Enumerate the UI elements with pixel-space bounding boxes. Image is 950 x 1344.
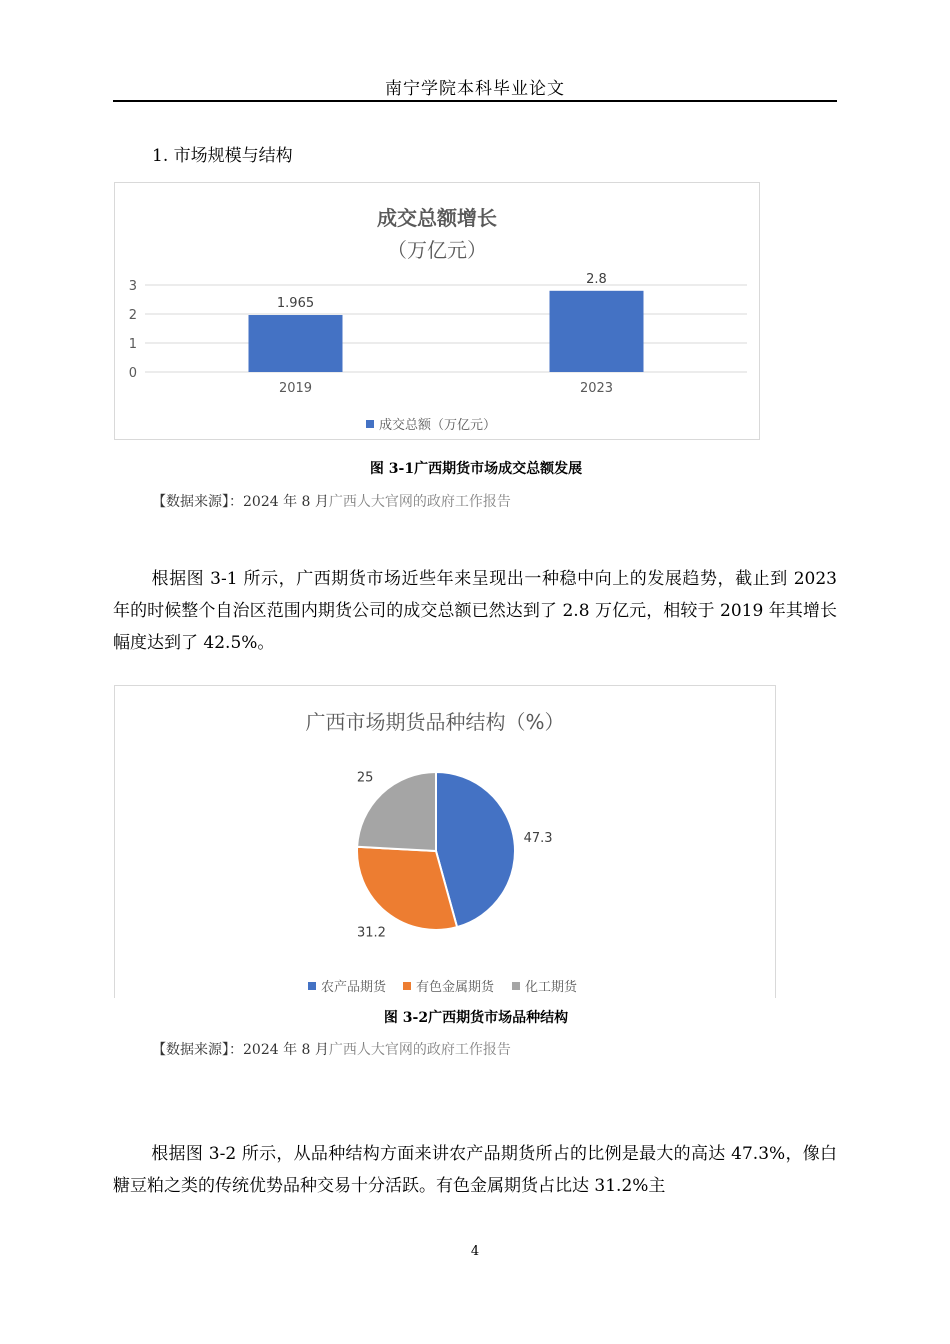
bar-chart-title: 成交总额增长 (377, 206, 497, 230)
bar (550, 291, 644, 372)
source-label: 【数据来源】：2024 年 8 月 (152, 1042, 329, 1058)
header-title: 南宁学院本科毕业论文 (385, 79, 565, 99)
legend-label: 化工期货 (525, 980, 578, 995)
pie-chart (115, 686, 775, 998)
bar-chart-y-axis (129, 279, 137, 381)
pie-value-label: 47.3 (523, 831, 553, 847)
pie-chart-slices (357, 772, 515, 930)
bar-chart-bars (249, 272, 644, 372)
x-tick-label: 2019 (278, 381, 313, 396)
y-tick-label: 2 (128, 308, 137, 323)
y-tick-label: 1 (128, 337, 137, 352)
pie-chart-frame (114, 685, 776, 998)
legend-swatch (403, 982, 411, 990)
bar-chart-x-axis (279, 381, 613, 396)
bar-value-label: 1.965 (276, 296, 315, 312)
legend-label: 农产品期货 (321, 980, 387, 995)
y-tick-label: 0 (128, 366, 137, 381)
bar-chart-grid (145, 285, 747, 372)
legend-swatch (366, 420, 374, 428)
legend-label: 有色金属期货 (416, 980, 495, 995)
header-rule (113, 100, 837, 102)
legend-swatch (308, 982, 316, 990)
pie-value-label: 25 (356, 770, 374, 786)
section-heading: 1. 市场规模与结构 (152, 146, 293, 166)
page-number: 4 (470, 1244, 480, 1259)
y-tick-label: 3 (128, 279, 137, 294)
figure-3-2-caption: 图 3-2广西期货市场品种结构 (383, 1010, 569, 1026)
paragraph-1 (113, 563, 837, 659)
paragraph-1-text: 根据图 3-1 所示，广西期货市场近些年来呈现出一种稳中向上的发展趋势，截止到 2023 年的时候整个自治区范围内期货公司的成交总额已然达到了 2.8 万亿元，相较于 2019 年其增长幅度达到了 42.5%。 (113, 569, 837, 653)
bar-chart-frame (114, 182, 760, 440)
bar-chart (115, 183, 759, 439)
source-text: 广西人大官网的政府工作报告 (328, 494, 511, 510)
figure-3-1-source (152, 491, 511, 511)
bar-chart-legend (366, 417, 496, 433)
figure-3-2-source (152, 1039, 511, 1059)
legend-label: 成交总额（万亿元） (379, 418, 497, 433)
figure-3-1-caption: 图 3-1广西期货市场成交总额发展 (369, 461, 583, 477)
bar-chart-subtitle: （万亿元） (387, 238, 487, 262)
x-tick-label: 2023 (579, 381, 614, 396)
source-label: 【数据来源】：2024 年 8 月 (152, 494, 329, 510)
bar (249, 315, 343, 372)
source-text: 广西人大官网的政府工作报告 (328, 1042, 511, 1058)
paragraph-2 (113, 1138, 837, 1202)
pie-value-label: 31.2 (357, 925, 386, 941)
legend-swatch (512, 982, 520, 990)
pie-chart-legend (308, 979, 578, 995)
bar-value-label: 2.8 (586, 271, 607, 287)
paragraph-2-text: 根据图 3-2 所示，从品种结构方面来讲农产品期货所占的比例是最大的高达 47.3%，像白糖豆粕之类的传统优势品种交易十分活跃。有色金属期货占比达 31.2%主 (113, 1144, 837, 1196)
pie-chart-title: 广西市场期货品种结构（%） (305, 710, 565, 734)
